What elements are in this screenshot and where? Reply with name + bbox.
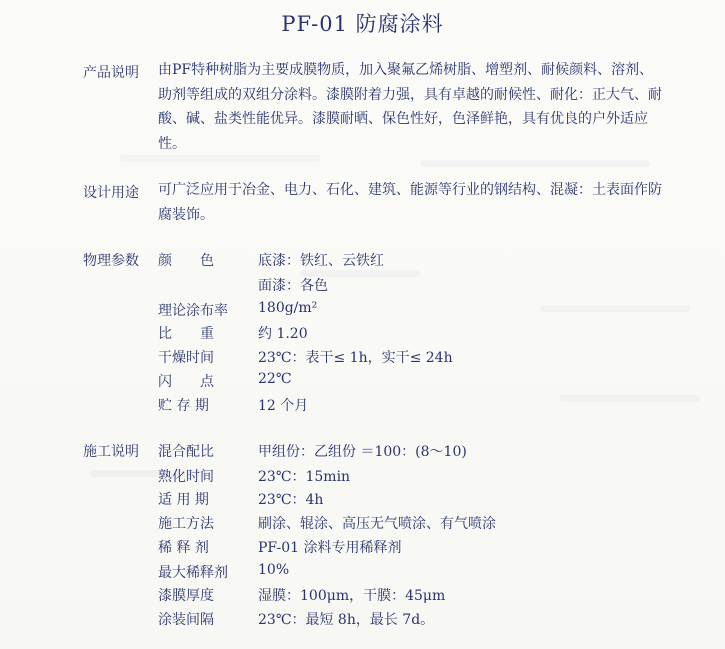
document-title: PF-01 防腐涂料 (281, 12, 444, 36)
apply-name-film-thickness: 漆膜厚度 (158, 588, 214, 604)
param-value-coverage: 180g/m² (258, 300, 318, 316)
section-label-physical: 物理参数 (83, 253, 139, 269)
apply-name-pot-life: 适 用 期 (158, 492, 209, 508)
param-value-drying-time: 23℃：表干≤ 1h，实干≤ 24h (258, 350, 453, 366)
apply-name-recoat-interval: 涂装间隔 (158, 612, 214, 628)
apply-value-thinner: PF-01 涂料专用稀释剂 (258, 540, 402, 556)
param-value-color-topcoat: 面漆：各色 (258, 278, 328, 294)
show-through-mark (560, 395, 700, 402)
apply-value-induction-time: 23℃：15min (258, 469, 351, 485)
design-usage-text: 可广泛应用于冶金、电力、石化、建筑、能源等行业的钢结构、混凝：土表面作防腐装饰。 (158, 182, 662, 223)
show-through-mark (120, 155, 320, 162)
apply-value-pot-life: 23℃：4h (258, 492, 324, 508)
show-through-mark (540, 305, 690, 312)
param-name-color: 颜 色 (158, 253, 214, 269)
apply-name-mix-ratio: 混合配比 (158, 444, 214, 460)
apply-name-method: 施工方法 (158, 516, 214, 532)
apply-value-film-thickness: 湿膜：100μm，干膜：45μm (258, 588, 446, 604)
apply-value-mix-ratio: 甲组份：乙组份 ＝100：(8～10) (258, 444, 467, 460)
section-label-design: 设计用途 (83, 185, 139, 201)
section-label-construction: 施工说明 (83, 444, 139, 460)
apply-value-method: 刷涂、辊涂、高压无气喷涂、有气喷涂 (258, 516, 496, 532)
section-label-product: 产品说明 (83, 65, 139, 81)
param-name-shelf-life: 贮 存 期 (158, 398, 209, 414)
apply-value-recoat-interval: 23℃：最短 8h，最长 7d。 (258, 612, 435, 628)
param-value-color-primer: 底漆：铁红、云铁红 (258, 253, 384, 269)
apply-name-induction-time: 熟化时间 (158, 469, 214, 485)
apply-name-thinner: 稀 释 剂 (158, 540, 209, 556)
product-description: 由PF特种树脂为主要成膜物质，加入聚氟乙烯树脂、增塑剂、耐候颜料、溶剂、助剂等组成的双组分涂料。漆膜附着力强，具有卓越的耐候性、耐化：正大气、耐酸、碱、盐类性能优异。漆膜耐晒、保色性好，色泽鲜艳，具有优良的户外适应性。 (158, 62, 662, 152)
param-name-coverage: 理论涂布率 (158, 303, 228, 319)
param-value-flash-point: 22℃ (258, 371, 292, 387)
param-name-flash-point: 闪 点 (158, 374, 214, 390)
param-name-drying-time: 干燥时间 (158, 350, 214, 366)
show-through-mark (420, 160, 650, 167)
param-value-shelf-life: 12 个月 (258, 398, 309, 414)
param-name-density: 比 重 (158, 326, 214, 342)
apply-value-max-thinner: 10% (258, 562, 290, 578)
apply-name-max-thinner: 最大稀释剂 (158, 565, 228, 581)
param-value-density: 约 1.20 (258, 326, 308, 342)
